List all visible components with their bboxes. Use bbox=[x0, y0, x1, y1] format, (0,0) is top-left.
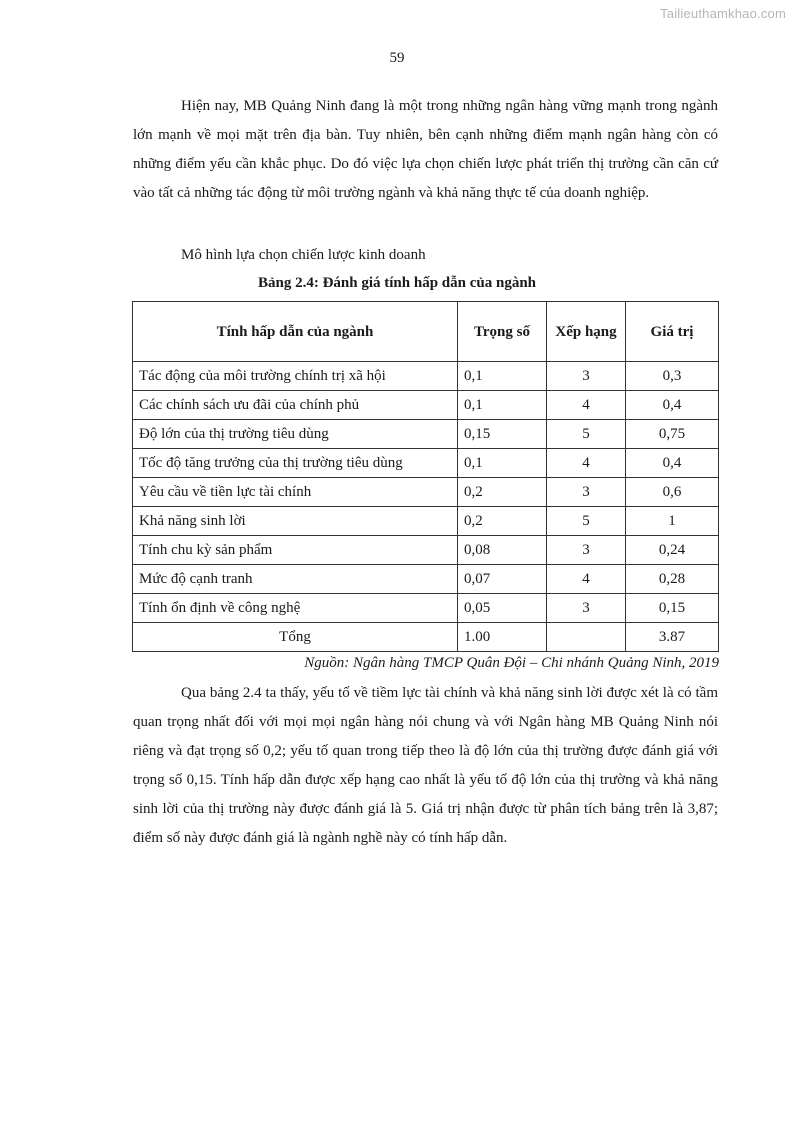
table-row bbox=[133, 594, 719, 623]
cell-weight: 0,1 bbox=[458, 362, 547, 391]
cell-weight: 0,2 bbox=[458, 507, 547, 536]
cell-rank: 5 bbox=[547, 507, 626, 536]
cell-name: Tính ổn định về công nghệ bbox=[133, 594, 458, 623]
cell-weight: 0,1 bbox=[458, 449, 547, 478]
cell-value: 0,75 bbox=[626, 420, 719, 449]
cell-name: Tác động của môi trường chính trị xã hội bbox=[133, 362, 458, 391]
cell-name: Tốc độ tăng trưởng của thị trường tiêu dùng bbox=[133, 449, 458, 478]
header-rank: Xếp hạng bbox=[547, 302, 626, 362]
cell-rank: 5 bbox=[547, 420, 626, 449]
paragraph-analysis bbox=[133, 679, 718, 853]
paragraph-intro-text: Hiện nay, MB Quảng Ninh đang là một trong những ngân hàng vững mạnh trong ngành lớn mạnh về mọi mặt trên địa bàn. Tuy nhiên, bên cạnh những điểm mạnh ngân hàng còn có những điểm yếu cần khắc phục. Do đó việc lựa chọn chiến lược phát triển thị trường cần căn cứ vào tất cả những tác động từ môi trường ngành và khả năng thực tế của doanh nghiệp. bbox=[133, 98, 718, 201]
header-weight: Trọng số bbox=[458, 302, 547, 362]
table-row bbox=[133, 362, 719, 391]
paragraph-intro bbox=[133, 92, 718, 208]
watermark: Tailieuthamkhao.com bbox=[660, 6, 786, 21]
cell-name: Tính chu kỳ sản phẩm bbox=[133, 536, 458, 565]
cell-rank: 3 bbox=[547, 594, 626, 623]
table-row bbox=[133, 391, 719, 420]
table-total-row bbox=[133, 623, 719, 652]
table-row bbox=[133, 420, 719, 449]
cell-weight: 0,07 bbox=[458, 565, 547, 594]
cell-value: 0,4 bbox=[626, 449, 719, 478]
cell-name: Các chính sách ưu đãi của chính phủ bbox=[133, 391, 458, 420]
cell-value: 0,6 bbox=[626, 478, 719, 507]
cell-value: 0,4 bbox=[626, 391, 719, 420]
cell-rank: 3 bbox=[547, 362, 626, 391]
cell-value: 0,28 bbox=[626, 565, 719, 594]
cell-weight: 0,1 bbox=[458, 391, 547, 420]
cell-rank: 3 bbox=[547, 536, 626, 565]
table-row bbox=[133, 507, 719, 536]
total-weight: 1.00 bbox=[458, 623, 547, 652]
total-value: 3.87 bbox=[626, 623, 719, 652]
cell-weight: 0,05 bbox=[458, 594, 547, 623]
paragraph-model bbox=[133, 241, 718, 270]
cell-weight: 0,08 bbox=[458, 536, 547, 565]
attractiveness-table bbox=[132, 301, 719, 652]
cell-name: Mức độ cạnh tranh bbox=[133, 565, 458, 594]
cell-name: Khả năng sinh lời bbox=[133, 507, 458, 536]
cell-value: 0,3 bbox=[626, 362, 719, 391]
paragraph-analysis-text: Qua bảng 2.4 ta thấy, yếu tố về tiềm lực tài chính và khả năng sinh lời được xét là có tầm quan trọng nhất đối với mọi mọi ngân hàng nói chung và với Ngân hàng MB Quảng Ninh nói riêng và đạt trọng số 0,2; yếu tố quan trong tiếp theo là độ lớn của thị trường được đánh giá với trọng số 0,15. Tính hấp dẫn được xếp hạng cao nhất là yếu tố độ lớn của thị trường và khả năng sinh lời của thị trường này được đánh giá là 5. Giá trị nhận được từ phân tích bảng trên là 3,87; điểm số này được đánh giá là ngành nghề này có tính hấp dẫn. bbox=[133, 685, 718, 846]
paragraph-model-text: Mô hình lựa chọn chiến lược kinh doanh bbox=[181, 247, 426, 263]
table-row bbox=[133, 565, 719, 594]
table-row bbox=[133, 478, 719, 507]
cell-weight: 0,2 bbox=[458, 478, 547, 507]
table-row bbox=[133, 449, 719, 478]
header-name: Tính hấp dẫn của ngành bbox=[133, 302, 458, 362]
cell-value: 0,15 bbox=[626, 594, 719, 623]
total-label: Tổng bbox=[133, 623, 458, 652]
table-header-row bbox=[133, 302, 719, 362]
page-number: 59 bbox=[389, 50, 405, 66]
total-rank bbox=[547, 623, 626, 652]
cell-rank: 3 bbox=[547, 478, 626, 507]
cell-name: Độ lớn của thị trường tiêu dùng bbox=[133, 420, 458, 449]
cell-rank: 4 bbox=[547, 391, 626, 420]
table-caption: Bảng 2.4: Đánh giá tính hấp dẫn của ngành bbox=[257, 275, 537, 291]
table-source: Nguồn: Ngân hàng TMCP Quân Đội – Chi nhánh Quảng Ninh, 2019 bbox=[304, 655, 719, 671]
cell-value: 1 bbox=[626, 507, 719, 536]
header-value: Giá trị bbox=[626, 302, 719, 362]
table-row bbox=[133, 536, 719, 565]
cell-weight: 0,15 bbox=[458, 420, 547, 449]
cell-name: Yêu cầu về tiền lực tài chính bbox=[133, 478, 458, 507]
cell-rank: 4 bbox=[547, 565, 626, 594]
cell-rank: 4 bbox=[547, 449, 626, 478]
cell-value: 0,24 bbox=[626, 536, 719, 565]
